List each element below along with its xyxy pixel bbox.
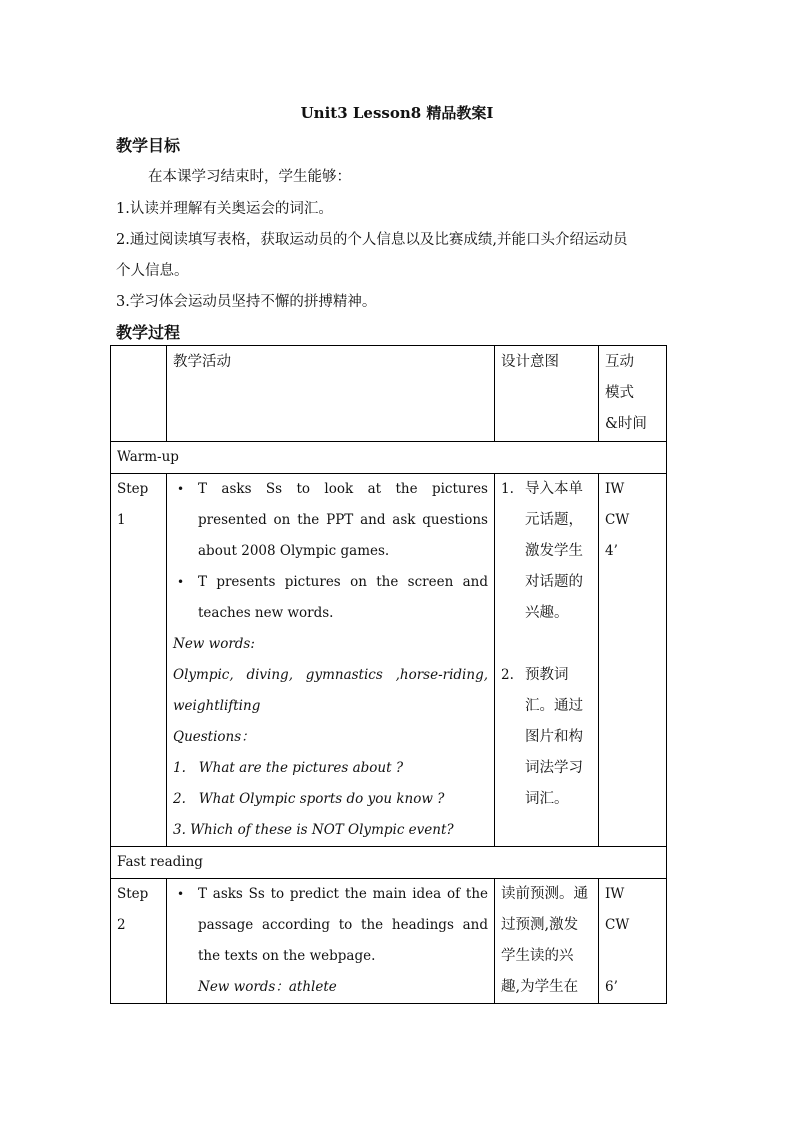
objective-2-line-2: 个人信息。 — [116, 263, 189, 279]
intent-item: 2. 预教词汇。通过图片和构词法学习词汇。 — [501, 667, 583, 807]
activity-cell — [167, 474, 495, 847]
lesson-plan-table — [110, 345, 667, 1004]
activity-bullet: • T presents pictures on the screen and teaches new words. — [198, 567, 488, 629]
mode-time-cell: IW CW 4’ — [599, 474, 667, 847]
questions-label: Questions： — [173, 729, 255, 745]
new-words-line: New words：athlete — [198, 979, 337, 995]
section-label-fast-reading: Fast reading — [111, 847, 667, 879]
intent-cell — [495, 474, 599, 847]
new-words-label: New words: — [173, 636, 255, 652]
process-heading: 教学过程 — [116, 323, 181, 342]
question-1: 1. What are the pictures about ? — [173, 760, 404, 776]
objective-1: 1.认读并理解有关奥运会的词汇。 — [116, 201, 333, 217]
objectives-intro: 在本课学习结束时，学生能够： — [148, 169, 351, 185]
step-label: Step 1 — [111, 474, 167, 847]
new-words-line: weightlifting — [173, 698, 261, 714]
section-label-warmup: Warm-up — [111, 442, 667, 474]
objective-2-line-1: 2.通过阅读填写表格，获取运动员的个人信息以及比赛成绩,并能口头介绍运动员 — [116, 232, 628, 248]
question-2: 2. What Olympic sports do you know ? — [173, 791, 445, 807]
document-title: Unit3 Lesson8 精品教案Ⅰ — [300, 104, 494, 122]
new-words-line: Olympic, diving, gymnastics ,horse-riding, — [173, 667, 488, 683]
objective-3: 3.学习体会运动员坚持不懈的拼搏精神。 — [116, 294, 377, 310]
table-row-step-2 — [111, 879, 667, 1004]
objectives-heading: 教学目标 — [116, 136, 181, 155]
section-row-fast-reading — [111, 847, 667, 879]
step-label: Step 2 — [111, 879, 167, 1004]
section-row-warmup — [111, 442, 667, 474]
header-intent: 设计意图 — [495, 346, 599, 442]
header-activity: 教学活动 — [167, 346, 495, 442]
activity-cell — [167, 879, 495, 1004]
question-3: 3. Which of these is NOT Olympic event? — [173, 822, 454, 838]
intent-cell: 读前预测。通过预测,激发学生读的兴趣,为学生在 — [495, 879, 599, 1004]
table-header-row — [111, 346, 667, 442]
activity-bullet: • T asks Ss to predict the main idea of the passage according to the headings and the texts on the webpage. — [198, 879, 488, 972]
header-step-cell — [111, 346, 167, 442]
mode-time-cell: IW CW 6’ — [599, 879, 667, 1004]
table-row-step-1 — [111, 474, 667, 847]
activity-bullet: • T asks Ss to look at the pictures presented on the PPT and ask questions about 2008 Olympic games. — [198, 474, 488, 567]
intent-item: 1. 导入本单元话题，激发学生对话题的兴趣。 — [501, 481, 583, 621]
header-mode-time: 互动 模式 &时间 — [599, 346, 667, 442]
